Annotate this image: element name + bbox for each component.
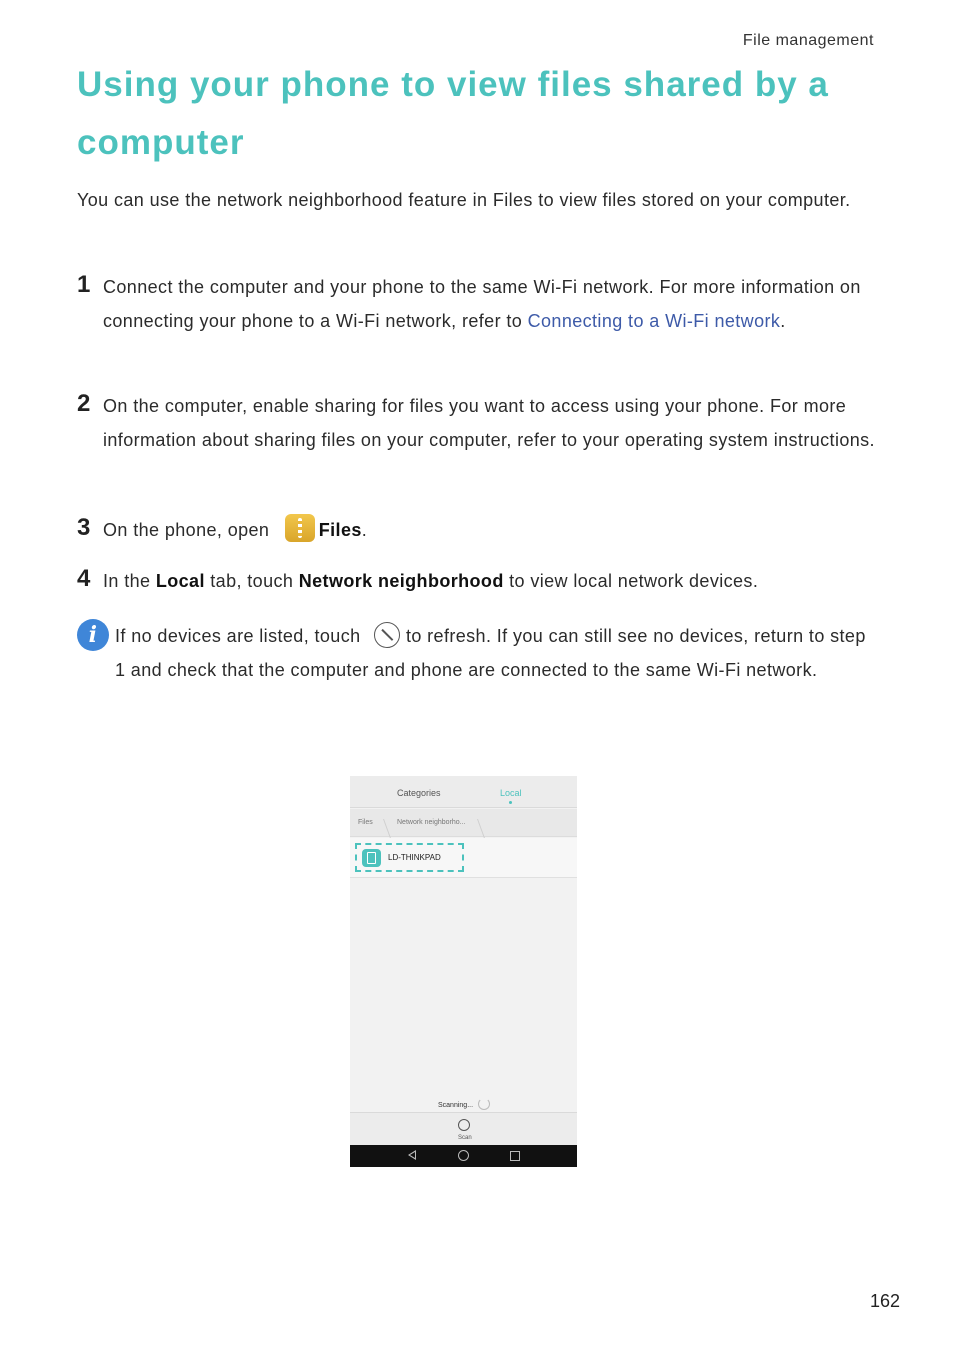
list-item[interactable] <box>355 843 464 872</box>
step-text: Connect the computer and your phone to the same Wi-Fi network. For more information on connecting your phone to a Wi-Fi network, refer to Connecting to a Wi-Fi network. <box>103 277 861 331</box>
info-icon: i <box>77 619 109 651</box>
step-number: 3 <box>77 514 91 541</box>
intro-paragraph: You can use the network neighborhood feature in Files to view files stored on your computer. <box>77 190 851 210</box>
files-app-name: Files <box>318 520 362 540</box>
page-number: 162 <box>869 1291 900 1311</box>
step-text: On the computer, enable sharing for files you want to access using your phone. For more information about sharing files on your computer, refer to your operating system instructions. <box>103 396 875 450</box>
breadcrumb-files[interactable]: Files <box>358 819 373 826</box>
breadcrumb-network[interactable]: Network neighborho... <box>397 819 466 826</box>
page-title: Using your phone to view files shared by a computer <box>77 65 829 162</box>
step-2 <box>77 389 877 457</box>
tab-local[interactable]: Local <box>500 788 522 798</box>
bottom-bar <box>350 1112 577 1145</box>
wifi-link[interactable]: Connecting to a Wi-Fi network <box>527 311 781 331</box>
scan-icon[interactable] <box>458 1119 470 1131</box>
step-number: 2 <box>77 390 91 417</box>
phone-tab-bar <box>350 776 577 808</box>
refresh-icon <box>374 622 400 648</box>
step-1 <box>77 270 877 338</box>
back-icon[interactable] <box>408 1150 416 1160</box>
phone-screenshot <box>350 776 577 1167</box>
spinner-icon <box>478 1098 490 1110</box>
step-number: 4 <box>77 565 91 592</box>
network-neighborhood-ref: Network neighborhood <box>298 571 504 591</box>
files-app-icon <box>285 514 315 542</box>
step-text: On the phone, open Files. <box>103 513 877 547</box>
recent-apps-icon[interactable] <box>510 1151 520 1161</box>
active-tab-indicator <box>509 801 512 804</box>
step-4 <box>77 564 877 598</box>
note-text: If no devices are listed, touch to refresh. If you can still see no devices, return to step 1 and check that the computer and phone are connected to the same Wi-Fi network. <box>115 619 877 687</box>
note <box>77 619 877 687</box>
system-nav-bar <box>350 1145 577 1167</box>
scan-label[interactable]: Scan <box>458 1135 472 1141</box>
scanning-status: Scanning... <box>438 1102 474 1109</box>
breadcrumb <box>350 809 577 837</box>
step-3 <box>77 513 877 547</box>
tab-categories[interactable]: Categories <box>397 788 441 798</box>
local-tab-ref: Local <box>155 571 205 591</box>
computer-icon <box>362 849 381 867</box>
device-name: LD-THINKPAD <box>388 853 441 862</box>
section-header: File management <box>742 32 874 49</box>
step-number: 1 <box>77 271 91 298</box>
home-icon[interactable] <box>458 1150 469 1161</box>
step-text: In the Local tab, touch Network neighborhood to view local network devices. <box>103 571 759 591</box>
device-list <box>350 838 577 878</box>
